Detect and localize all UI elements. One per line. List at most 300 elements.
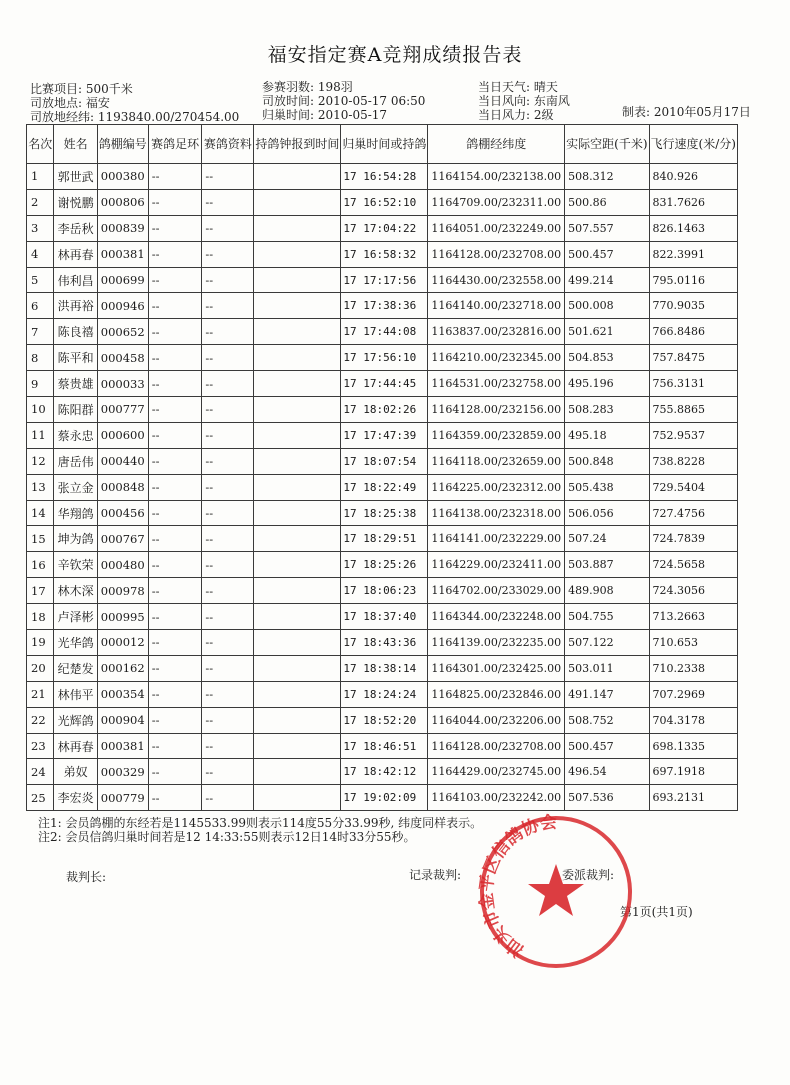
cell-name: 卢泽彬 [54, 604, 97, 630]
cell-name: 陈良禧 [54, 319, 97, 345]
cell-coord: 1164531.00/232758.00 [428, 371, 565, 397]
cell-rank: 13 [27, 474, 54, 500]
cell-info: -- [202, 293, 254, 319]
cell-name: 华翔鸽 [54, 500, 97, 526]
cell-dist: 507.24 [565, 526, 649, 552]
cell-info: -- [202, 215, 254, 241]
cell-time: 17 17:56:10 [341, 345, 428, 371]
cell-clock [254, 759, 341, 785]
cell-speed: 752.9537 [649, 422, 737, 448]
table-row [27, 655, 738, 681]
cell-name: 弟奴 [54, 759, 97, 785]
cell-clock [254, 655, 341, 681]
cell-ring: -- [148, 422, 202, 448]
table-row [27, 345, 738, 371]
cell-time: 17 16:52:10 [341, 189, 428, 215]
cell-time: 17 18:02:26 [341, 397, 428, 423]
cell-time: 17 17:47:39 [341, 422, 428, 448]
cell-rank: 4 [27, 241, 54, 267]
cell-info: -- [202, 707, 254, 733]
cell-time: 17 18:24:24 [341, 681, 428, 707]
return-time: 归巢时间: 2010-05-17 [262, 108, 388, 122]
cell-speed: 756.3131 [649, 371, 737, 397]
cell-dist: 507.557 [565, 215, 649, 241]
cell-dist: 503.887 [565, 552, 649, 578]
cell-coord: 1164344.00/232248.00 [428, 604, 565, 630]
meta-block-times [262, 80, 425, 122]
table-row [27, 319, 738, 345]
cell-coord: 1164051.00/232249.00 [428, 215, 565, 241]
footnote-1: 注1: 会员鸽棚的东经若是1145533.99则表示114度55分33.99秒, 纬度同样表示。 [38, 816, 483, 830]
cell-speed: 795.0116 [649, 267, 737, 293]
cell-loft: 000839 [97, 215, 148, 241]
cell-coord: 1164229.00/232411.00 [428, 552, 565, 578]
cell-coord: 1164225.00/232312.00 [428, 474, 565, 500]
cell-dist: 507.122 [565, 630, 649, 656]
cell-info: -- [202, 759, 254, 785]
table-row [27, 189, 738, 215]
cell-dist: 495.18 [565, 422, 649, 448]
cell-name: 陈阳群 [54, 397, 97, 423]
cell-loft: 000767 [97, 526, 148, 552]
cell-coord: 1164118.00/232659.00 [428, 448, 565, 474]
cell-rank: 7 [27, 319, 54, 345]
cell-coord: 1164702.00/233029.00 [428, 578, 565, 604]
cell-name: 蔡永忠 [54, 422, 97, 448]
cell-rank: 17 [27, 578, 54, 604]
cell-info: -- [202, 681, 254, 707]
cell-time: 17 16:58:32 [341, 241, 428, 267]
cell-loft: 000806 [97, 189, 148, 215]
official-seal-stamp [476, 806, 636, 976]
cell-speed: 770.9035 [649, 293, 737, 319]
cell-speed: 707.2969 [649, 681, 737, 707]
cell-coord: 1164154.00/232138.00 [428, 164, 565, 190]
cell-loft: 000458 [97, 345, 148, 371]
cell-rank: 1 [27, 164, 54, 190]
cell-clock [254, 733, 341, 759]
cell-speed: 729.5404 [649, 474, 737, 500]
cell-ring: -- [148, 293, 202, 319]
cell-info: -- [202, 241, 254, 267]
cell-time: 17 18:25:38 [341, 500, 428, 526]
cell-ring: -- [148, 319, 202, 345]
cell-info: -- [202, 500, 254, 526]
page-number: 第1页(共1页) [620, 905, 693, 919]
cell-rank: 22 [27, 707, 54, 733]
cell-info: -- [202, 526, 254, 552]
cell-name: 李宏炎 [54, 785, 97, 811]
cell-info: -- [202, 267, 254, 293]
cell-loft: 000033 [97, 371, 148, 397]
cell-coord: 1164430.00/232558.00 [428, 267, 565, 293]
col-rank: 名次 [27, 125, 54, 164]
cell-speed: 724.5658 [649, 552, 737, 578]
participants-count: 参赛羽数: 198羽 [262, 80, 353, 94]
cell-speed: 755.8865 [649, 397, 737, 423]
table-row [27, 474, 738, 500]
cell-ring: -- [148, 707, 202, 733]
cell-coord: 1164141.00/232229.00 [428, 526, 565, 552]
cell-name: 陈平和 [54, 345, 97, 371]
cell-ring: -- [148, 397, 202, 423]
cell-info: -- [202, 655, 254, 681]
cell-info: -- [202, 448, 254, 474]
cell-ring: -- [148, 759, 202, 785]
cell-speed: 766.8486 [649, 319, 737, 345]
cell-ring: -- [148, 785, 202, 811]
cell-time: 17 17:38:36 [341, 293, 428, 319]
table-row [27, 733, 738, 759]
cell-dist: 495.196 [565, 371, 649, 397]
table-row [27, 500, 738, 526]
seal-star-icon [528, 864, 584, 916]
cell-ring: -- [148, 552, 202, 578]
table-row [27, 397, 738, 423]
cell-rank: 10 [27, 397, 54, 423]
cell-info: -- [202, 785, 254, 811]
cell-info: -- [202, 397, 254, 423]
cell-name: 林伟平 [54, 681, 97, 707]
cell-name: 光辉鸽 [54, 707, 97, 733]
cell-speed: 831.7626 [649, 189, 737, 215]
cell-loft: 000012 [97, 630, 148, 656]
cell-rank: 21 [27, 681, 54, 707]
cell-loft: 000652 [97, 319, 148, 345]
cell-name: 坤为鸽 [54, 526, 97, 552]
cell-time: 17 16:54:28 [341, 164, 428, 190]
cell-dist: 508.283 [565, 397, 649, 423]
cell-loft: 000904 [97, 707, 148, 733]
table-row [27, 630, 738, 656]
cell-dist: 491.147 [565, 681, 649, 707]
cell-clock [254, 215, 341, 241]
cell-ring: -- [148, 500, 202, 526]
cell-time: 17 18:25:26 [341, 552, 428, 578]
cell-rank: 23 [27, 733, 54, 759]
cell-ring: -- [148, 681, 202, 707]
cell-name: 蔡贵雄 [54, 371, 97, 397]
table-row [27, 707, 738, 733]
cell-time: 17 18:06:23 [341, 578, 428, 604]
cell-dist: 500.86 [565, 189, 649, 215]
cell-rank: 18 [27, 604, 54, 630]
table-row [27, 604, 738, 630]
cell-time: 17 18:37:40 [341, 604, 428, 630]
cell-loft: 000699 [97, 267, 148, 293]
cell-ring: -- [148, 733, 202, 759]
cell-dist: 504.755 [565, 604, 649, 630]
cell-clock [254, 241, 341, 267]
cell-info: -- [202, 552, 254, 578]
cell-name: 郭世武 [54, 164, 97, 190]
cell-clock [254, 630, 341, 656]
cell-ring: -- [148, 655, 202, 681]
cell-coord: 1164044.00/232206.00 [428, 707, 565, 733]
cell-ring: -- [148, 241, 202, 267]
cell-speed: 693.2131 [649, 785, 737, 811]
cell-loft: 000995 [97, 604, 148, 630]
cell-clock [254, 397, 341, 423]
cell-dist: 507.536 [565, 785, 649, 811]
cell-dist: 500.457 [565, 733, 649, 759]
cell-clock [254, 422, 341, 448]
cell-speed: 738.8228 [649, 448, 737, 474]
cell-clock [254, 293, 341, 319]
table-row [27, 759, 738, 785]
cell-time: 17 19:02:09 [341, 785, 428, 811]
cell-rank: 3 [27, 215, 54, 241]
cell-clock [254, 448, 341, 474]
table-body [27, 164, 738, 811]
cell-speed: 724.3056 [649, 578, 737, 604]
cell-info: -- [202, 733, 254, 759]
cell-dist: 500.008 [565, 293, 649, 319]
cell-dist: 500.848 [565, 448, 649, 474]
col-name: 姓名 [54, 125, 97, 164]
footnote-2: 注2: 会员信鸽归巢时间若是12 14:33:55则表示12日14时33分55秒。 [38, 830, 416, 844]
col-loft-coordinates: 鸽棚经纬度 [428, 125, 565, 164]
table-row [27, 422, 738, 448]
cell-coord: 1164709.00/232311.00 [428, 189, 565, 215]
col-ring: 赛鸽足环 [148, 125, 202, 164]
table-header-row [27, 125, 738, 164]
cell-speed: 840.926 [649, 164, 737, 190]
table-row [27, 164, 738, 190]
cell-time: 17 18:46:51 [341, 733, 428, 759]
cell-loft: 000456 [97, 500, 148, 526]
cell-rank: 8 [27, 345, 54, 371]
cell-clock [254, 604, 341, 630]
cell-time: 17 18:07:54 [341, 448, 428, 474]
cell-dist: 499.214 [565, 267, 649, 293]
cell-info: -- [202, 189, 254, 215]
cell-coord: 1164103.00/232242.00 [428, 785, 565, 811]
cell-rank: 20 [27, 655, 54, 681]
cell-dist: 508.752 [565, 707, 649, 733]
cell-rank: 5 [27, 267, 54, 293]
cell-dist: 508.312 [565, 164, 649, 190]
cell-info: -- [202, 319, 254, 345]
cell-clock [254, 707, 341, 733]
cell-dist: 503.011 [565, 655, 649, 681]
cell-clock [254, 189, 341, 215]
made-date: 制表: 2010年05月17日 [622, 105, 751, 119]
cell-loft: 000480 [97, 552, 148, 578]
cell-loft: 000329 [97, 759, 148, 785]
cell-dist: 501.621 [565, 319, 649, 345]
table-row [27, 215, 738, 241]
cell-coord: 1164301.00/232425.00 [428, 655, 565, 681]
cell-speed: 697.1918 [649, 759, 737, 785]
cell-time: 17 18:42:12 [341, 759, 428, 785]
cell-ring: -- [148, 526, 202, 552]
cell-rank: 15 [27, 526, 54, 552]
cell-loft: 000381 [97, 733, 148, 759]
cell-coord: 1164210.00/232345.00 [428, 345, 565, 371]
cell-dist: 505.438 [565, 474, 649, 500]
cell-time: 17 18:43:36 [341, 630, 428, 656]
cell-speed: 710.653 [649, 630, 737, 656]
cell-time: 17 17:17:56 [341, 267, 428, 293]
cell-time: 17 17:04:22 [341, 215, 428, 241]
cell-coord: 1164139.00/232235.00 [428, 630, 565, 656]
cell-coord: 1163837.00/232816.00 [428, 319, 565, 345]
cell-clock [254, 552, 341, 578]
cell-dist: 506.056 [565, 500, 649, 526]
event-label: 比赛项目: 500千米 [30, 82, 133, 96]
cell-info: -- [202, 164, 254, 190]
cell-time: 17 18:22:49 [341, 474, 428, 500]
cell-time: 17 18:52:20 [341, 707, 428, 733]
report-title: 福安指定赛A竞翔成绩报告表 [267, 44, 523, 66]
cell-clock [254, 474, 341, 500]
cell-coord: 1164359.00/232859.00 [428, 422, 565, 448]
table-row [27, 267, 738, 293]
footnotes [38, 816, 482, 844]
cell-ring: -- [148, 164, 202, 190]
cell-ring: -- [148, 448, 202, 474]
cell-clock [254, 785, 341, 811]
cell-rank: 25 [27, 785, 54, 811]
weather: 当日天气: 晴天 [478, 80, 558, 94]
cell-name: 谢悦鹏 [54, 189, 97, 215]
cell-name: 光华鸽 [54, 630, 97, 656]
table-row [27, 578, 738, 604]
cell-clock [254, 500, 341, 526]
cell-rank: 11 [27, 422, 54, 448]
release-place: 司放地点: 福安 [30, 96, 110, 110]
cell-coord: 1164128.00/232708.00 [428, 241, 565, 267]
seal-text: 汕头市金平区信鸽协会 [476, 812, 559, 961]
cell-name: 洪再裕 [54, 293, 97, 319]
cell-time: 17 17:44:45 [341, 371, 428, 397]
table-row [27, 552, 738, 578]
cell-ring: -- [148, 215, 202, 241]
cell-info: -- [202, 422, 254, 448]
cell-name: 林再春 [54, 733, 97, 759]
cell-rank: 12 [27, 448, 54, 474]
cell-info: -- [202, 371, 254, 397]
cell-speed: 704.3178 [649, 707, 737, 733]
cell-loft: 000440 [97, 448, 148, 474]
cell-loft: 000354 [97, 681, 148, 707]
col-speed: 飞行速度(米/分) [649, 125, 737, 164]
cell-rank: 14 [27, 500, 54, 526]
cell-ring: -- [148, 604, 202, 630]
cell-time: 17 17:44:08 [341, 319, 428, 345]
chief-referee-label: 裁判长: [66, 870, 107, 884]
cell-name: 伟利昌 [54, 267, 97, 293]
cell-ring: -- [148, 189, 202, 215]
cell-name: 林再春 [54, 241, 97, 267]
cell-speed: 713.2663 [649, 604, 737, 630]
wind-force: 当日风力: 2级 [478, 108, 554, 122]
col-distance: 实际空距(千米) [565, 125, 649, 164]
cell-clock [254, 578, 341, 604]
cell-loft: 000848 [97, 474, 148, 500]
cell-rank: 19 [27, 630, 54, 656]
cell-coord: 1164138.00/232318.00 [428, 500, 565, 526]
cell-ring: -- [148, 345, 202, 371]
cell-dist: 489.908 [565, 578, 649, 604]
cell-info: -- [202, 578, 254, 604]
cell-clock [254, 526, 341, 552]
wind-direction: 当日风向: 东南风 [478, 94, 570, 108]
cell-name: 辛钦荣 [54, 552, 97, 578]
cell-name: 林木深 [54, 578, 97, 604]
cell-rank: 9 [27, 371, 54, 397]
cell-clock [254, 681, 341, 707]
cell-coord: 1164429.00/232745.00 [428, 759, 565, 785]
cell-speed: 757.8475 [649, 345, 737, 371]
record-referee-label: 记录裁判: [409, 868, 462, 882]
cell-coord: 1164128.00/232156.00 [428, 397, 565, 423]
col-info: 赛鸽资料 [202, 125, 254, 164]
meta-block-weather [478, 80, 570, 122]
cell-name: 唐岳伟 [54, 448, 97, 474]
release-time: 司放时间: 2010-05-17 06:50 [262, 94, 426, 108]
cell-ring: -- [148, 474, 202, 500]
cell-ring: -- [148, 630, 202, 656]
table-row [27, 293, 738, 319]
release-coordinates: 司放地经纬: 1193840.00/270454.00 [30, 110, 240, 124]
cell-info: -- [202, 604, 254, 630]
cell-name: 李岳秋 [54, 215, 97, 241]
cell-speed: 826.1463 [649, 215, 737, 241]
col-loft-id: 鸽棚编号 [97, 125, 148, 164]
cell-dist: 504.853 [565, 345, 649, 371]
cell-rank: 16 [27, 552, 54, 578]
cell-clock [254, 345, 341, 371]
cell-loft: 000380 [97, 164, 148, 190]
cell-speed: 724.7839 [649, 526, 737, 552]
table-row [27, 371, 738, 397]
cell-dist: 500.457 [565, 241, 649, 267]
cell-loft: 000600 [97, 422, 148, 448]
cell-name: 纪楚发 [54, 655, 97, 681]
cell-time: 17 18:38:14 [341, 655, 428, 681]
cell-loft: 000779 [97, 785, 148, 811]
cell-loft: 000777 [97, 397, 148, 423]
cell-loft: 000978 [97, 578, 148, 604]
cell-info: -- [202, 630, 254, 656]
cell-rank: 6 [27, 293, 54, 319]
table-row [27, 448, 738, 474]
delegated-referee-label: 委派裁判: [562, 868, 615, 882]
cell-ring: -- [148, 267, 202, 293]
cell-coord: 1164140.00/232718.00 [428, 293, 565, 319]
cell-loft: 000381 [97, 241, 148, 267]
cell-ring: -- [148, 578, 202, 604]
cell-time: 17 18:29:51 [341, 526, 428, 552]
cell-clock [254, 164, 341, 190]
cell-loft: 000162 [97, 655, 148, 681]
col-clock-time: 持鸽钟报到时间 [254, 125, 341, 164]
cell-info: -- [202, 474, 254, 500]
table-row [27, 526, 738, 552]
cell-rank: 24 [27, 759, 54, 785]
cell-info: -- [202, 345, 254, 371]
cell-speed: 822.3991 [649, 241, 737, 267]
results-table [26, 124, 738, 811]
cell-clock [254, 267, 341, 293]
col-return-time: 归巢时间或持鸽 [341, 125, 428, 164]
cell-dist: 496.54 [565, 759, 649, 785]
cell-ring: -- [148, 371, 202, 397]
cell-name: 张立金 [54, 474, 97, 500]
cell-coord: 1164825.00/232846.00 [428, 681, 565, 707]
